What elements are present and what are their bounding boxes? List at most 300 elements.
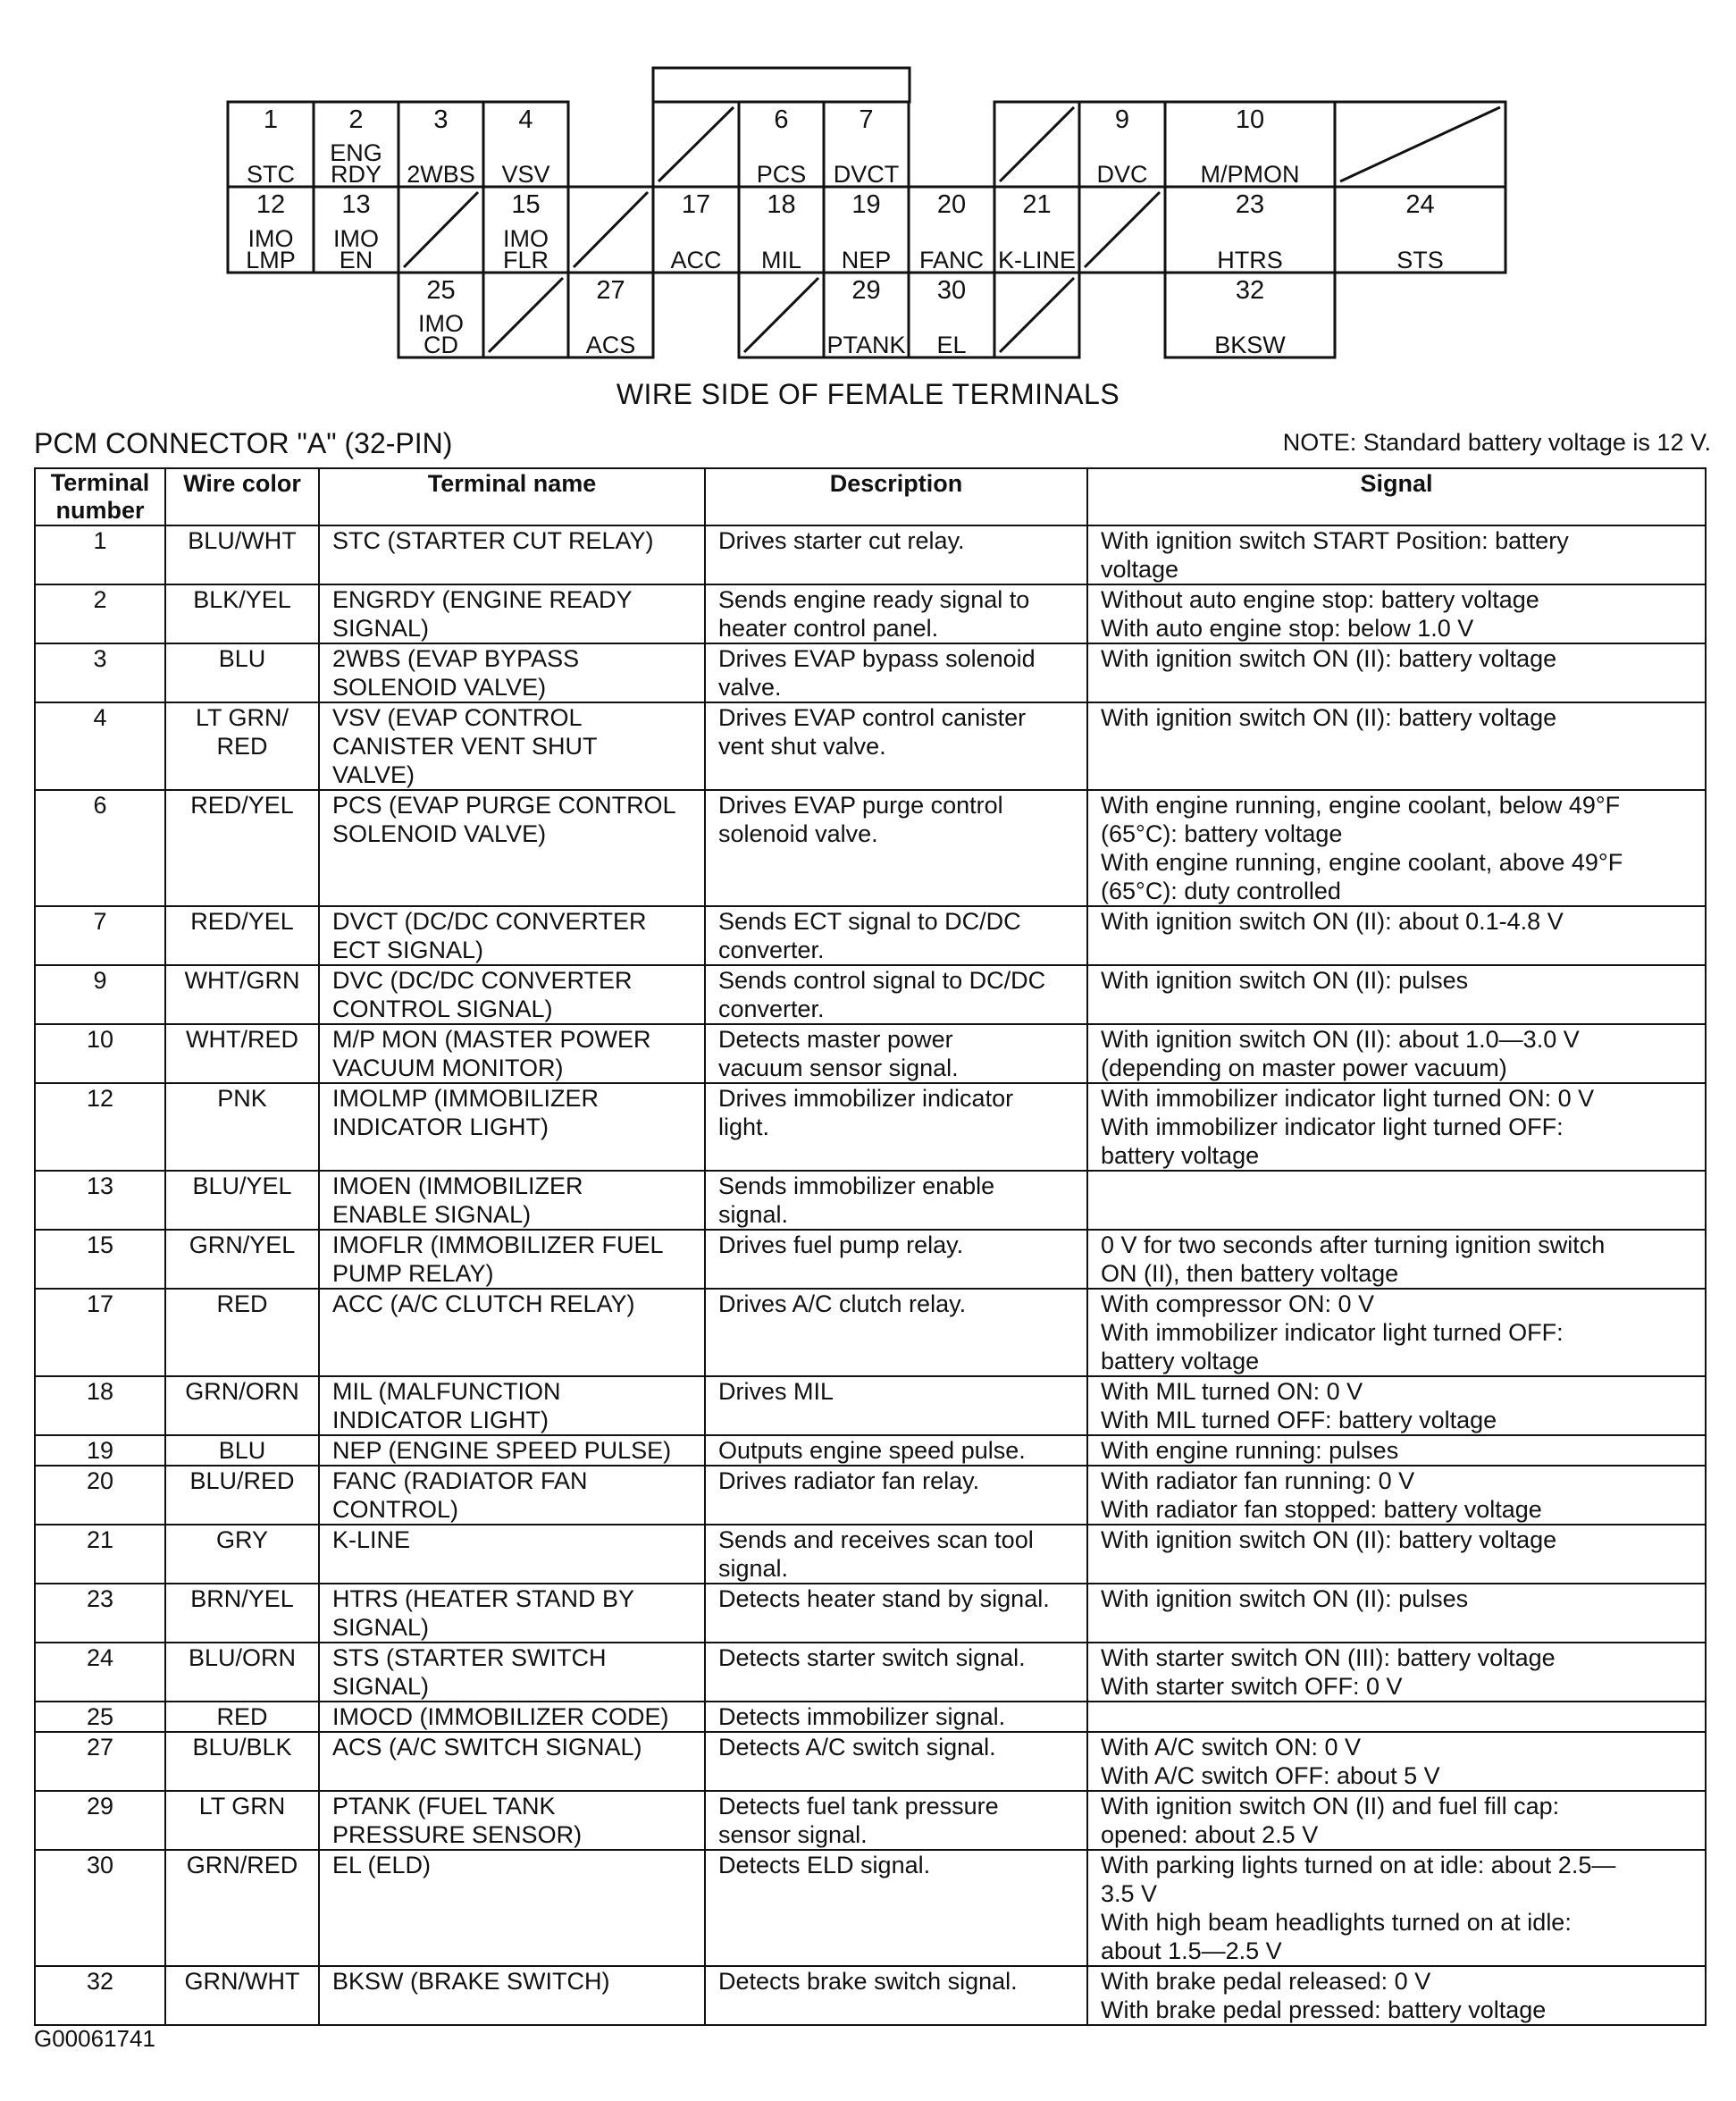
connector-diagram xyxy=(0,0,1736,366)
wire-color-line: RED/YEL xyxy=(190,792,294,819)
connector-key xyxy=(653,68,910,102)
description-line: Detects starter switch signal. xyxy=(718,1644,1026,1671)
terminal-name-line: M/P MON (MASTER POWER xyxy=(332,1026,651,1053)
terminal-name xyxy=(319,1850,705,1966)
signal xyxy=(1087,1966,1706,2025)
wire-color xyxy=(165,1376,319,1435)
terminal-number: 24 xyxy=(35,1643,165,1702)
signal-line: With compressor ON: 0 V xyxy=(1101,1290,1375,1317)
terminal-name xyxy=(319,1024,705,1083)
terminal-name-line: PCS (EVAP PURGE CONTROL xyxy=(332,792,676,819)
wire-color-line: LT GRN xyxy=(198,1793,286,1819)
wire-color-line: WHT/RED xyxy=(186,1026,298,1053)
description-line: converter. xyxy=(718,996,825,1022)
terminal-number: 21 xyxy=(35,1525,165,1584)
wire-color-line: GRN/YEL xyxy=(189,1231,296,1258)
table-row xyxy=(35,965,1706,1024)
signal xyxy=(1087,702,1706,790)
table-row xyxy=(35,1435,1706,1466)
terminal-number: 20 xyxy=(936,190,967,219)
description-line: Detects fuel tank pressure xyxy=(718,1793,999,1819)
wire-color xyxy=(165,1171,319,1230)
header-wire-color: Wire color xyxy=(165,468,319,525)
signal-line: Without auto engine stop: battery voltage xyxy=(1101,586,1539,613)
empty-cavity-slash xyxy=(1340,107,1500,181)
terminal-label: MIL xyxy=(760,247,802,273)
terminal-number: 29 xyxy=(35,1791,165,1850)
signal xyxy=(1087,1171,1706,1230)
wire-color xyxy=(165,1083,319,1171)
signal xyxy=(1087,906,1706,965)
header-terminal-name: Terminal name xyxy=(319,468,705,525)
wire-color xyxy=(165,1435,319,1466)
wire-color xyxy=(165,1024,319,1083)
terminal-number: 9 xyxy=(35,965,165,1024)
terminal-label: STC xyxy=(247,161,295,188)
signal xyxy=(1087,790,1706,906)
terminal-label: M/PMON xyxy=(1200,161,1300,188)
terminal-name-line: INDICATOR LIGHT) xyxy=(332,1407,549,1433)
signal-line: With radiator fan stopped: battery voltage xyxy=(1101,1496,1542,1523)
terminal-label: IMO xyxy=(418,310,464,337)
terminal-label: DVCT xyxy=(833,161,900,188)
wire-color xyxy=(165,1850,319,1966)
terminal-number: 13 xyxy=(341,190,371,219)
wire-color xyxy=(165,1230,319,1289)
table-row xyxy=(35,906,1706,965)
terminal-number: 10 xyxy=(1235,105,1265,134)
wire-color-line: BRN/YEL xyxy=(190,1585,294,1612)
terminal-label: HTRS xyxy=(1217,247,1283,273)
terminal-name xyxy=(319,1584,705,1643)
terminal-name-line: ENABLE SIGNAL) xyxy=(332,1201,532,1228)
description-line: Drives starter cut relay. xyxy=(718,527,965,554)
wire-color-line: BLU/BLK xyxy=(192,1734,292,1761)
description-line: Detects master power xyxy=(718,1026,953,1053)
description xyxy=(705,643,1087,702)
description xyxy=(705,906,1087,965)
description xyxy=(705,965,1087,1024)
terminal-name-line: NEP (ENGINE SPEED PULSE) xyxy=(332,1437,672,1464)
description-line: Detects heater stand by signal. xyxy=(718,1585,1050,1612)
wire-color xyxy=(165,1289,319,1376)
signal-line: With ignition switch ON (II): about 0.1-4.8 V xyxy=(1101,908,1564,935)
terminal-number: 25 xyxy=(426,276,456,305)
terminal-number: 15 xyxy=(35,1230,165,1289)
description-line: Drives immobilizer indicator xyxy=(718,1085,1014,1112)
table-row xyxy=(35,1171,1706,1230)
empty-cavity-slash xyxy=(1000,107,1074,181)
terminal-name-line: BKSW (BRAKE SWITCH) xyxy=(332,1968,610,1995)
wire-color xyxy=(165,1791,319,1850)
terminal-name-line: CONTROL) xyxy=(332,1496,458,1523)
terminal-number: 6 xyxy=(35,790,165,906)
terminal-name xyxy=(319,1525,705,1584)
terminal-number: 32 xyxy=(1235,276,1265,305)
terminal-label: FANC xyxy=(918,247,985,273)
description-line: converter. xyxy=(718,937,825,963)
terminal-number: 12 xyxy=(35,1083,165,1171)
description xyxy=(705,525,1087,584)
terminal-name xyxy=(319,525,705,584)
description-line: signal. xyxy=(718,1201,789,1228)
table-row xyxy=(35,643,1706,702)
signal-line: With immobilizer indicator light turned OFF: xyxy=(1101,1114,1564,1140)
table-row xyxy=(35,1289,1706,1376)
battery-voltage-note: NOTE: Standard battery voltage is 12 V. xyxy=(1282,429,1711,456)
terminal-name-line: PRESSURE SENSOR) xyxy=(332,1821,583,1848)
description xyxy=(705,1466,1087,1525)
terminal-name-line: PTANK (FUEL TANK xyxy=(332,1793,556,1819)
wire-color-line: BLK/YEL xyxy=(193,586,291,613)
signal-line: With brake pedal released: 0 V xyxy=(1101,1968,1431,1995)
table-row xyxy=(35,1732,1706,1791)
signal-line: With ignition switch ON (II): battery voltage xyxy=(1101,704,1557,731)
empty-cavity-slash xyxy=(574,192,648,267)
signal-line: (65°C): duty controlled xyxy=(1101,878,1341,904)
description-line: Detects brake switch signal. xyxy=(718,1968,1018,1995)
description xyxy=(705,1435,1087,1466)
terminal-name xyxy=(319,906,705,965)
signal xyxy=(1087,1289,1706,1376)
signal-line: battery voltage xyxy=(1101,1142,1260,1169)
description-line: Drives MIL xyxy=(718,1378,834,1405)
terminal-number: 20 xyxy=(35,1466,165,1525)
table-row xyxy=(35,702,1706,790)
description-line: signal. xyxy=(718,1555,789,1582)
signal-line: ON (II), then battery voltage xyxy=(1101,1260,1399,1287)
signal-line: With ignition switch ON (II): pulses xyxy=(1101,967,1469,994)
terminal-number: 25 xyxy=(35,1702,165,1732)
terminal-name xyxy=(319,1435,705,1466)
signal-line: opened: about 2.5 V xyxy=(1101,1821,1319,1848)
description xyxy=(705,1171,1087,1230)
terminal-label: PCS xyxy=(756,161,807,188)
terminal-label: IMO xyxy=(333,225,379,252)
terminal-name-line: SIGNAL) xyxy=(332,615,430,642)
connector-title: PCM CONNECTOR "A" (32-PIN) xyxy=(34,427,453,459)
signal-line: With auto engine stop: below 1.0 V xyxy=(1101,615,1474,642)
terminal-number: 15 xyxy=(511,190,541,219)
terminal-name xyxy=(319,1791,705,1850)
wire-color-line: BLU/WHT xyxy=(188,527,297,554)
description xyxy=(705,1791,1087,1850)
signal-line: With brake pedal pressed: battery voltage xyxy=(1101,1996,1547,2023)
table-row xyxy=(35,1850,1706,1966)
signal-line: With immobilizer indicator light turned OFF: xyxy=(1101,1319,1564,1346)
wire-color-line: BLU/YEL xyxy=(192,1172,292,1199)
table-row xyxy=(35,1083,1706,1171)
terminal-name-line: IMOFLR (IMMOBILIZER FUEL xyxy=(332,1231,664,1258)
description-line: sensor signal. xyxy=(718,1821,868,1848)
terminal-name-line: VACUUM MONITOR) xyxy=(332,1055,564,1081)
terminal-name-line: 2WBS (EVAP BYPASS xyxy=(332,645,580,672)
description-line: Drives EVAP purge control xyxy=(718,792,1003,819)
description-line: Sends ECT signal to DC/DC xyxy=(718,908,1021,935)
signal xyxy=(1087,1466,1706,1525)
signal-line: 3.5 V xyxy=(1101,1880,1158,1907)
table-row xyxy=(35,1024,1706,1083)
terminal-number: 1 xyxy=(35,525,165,584)
terminal-label: NEP xyxy=(841,247,892,273)
table-row xyxy=(35,1702,1706,1732)
terminal-name-line: HTRS (HEATER STAND BY xyxy=(332,1585,635,1612)
signal xyxy=(1087,1584,1706,1643)
terminal-name-line: ACC (A/C CLUTCH RELAY) xyxy=(332,1290,635,1317)
signal-line: With parking lights turned on at idle: about 2.5— xyxy=(1101,1852,1616,1878)
terminal-number: 18 xyxy=(35,1376,165,1435)
terminal-name xyxy=(319,1376,705,1435)
wire-color-line: GRN/RED xyxy=(186,1852,298,1878)
signal-line: With MIL turned OFF: battery voltage xyxy=(1101,1407,1497,1433)
description xyxy=(705,1083,1087,1171)
terminal-name xyxy=(319,1732,705,1791)
signal xyxy=(1087,1435,1706,1466)
terminal-name xyxy=(319,965,705,1024)
description-line: Drives EVAP bypass solenoid xyxy=(718,645,1036,672)
signal-line: battery voltage xyxy=(1101,1348,1260,1374)
signal xyxy=(1087,1643,1706,1702)
signal xyxy=(1087,1791,1706,1850)
wire-color-line: BLU/ORN xyxy=(188,1644,297,1671)
wire-color xyxy=(165,1525,319,1584)
terminal-number: 1 xyxy=(263,105,279,134)
terminal-number: 24 xyxy=(1405,190,1435,219)
signal-line: With radiator fan running: 0 V xyxy=(1101,1467,1415,1494)
wire-color-line: BLU/RED xyxy=(189,1467,295,1494)
wire-color xyxy=(165,1466,319,1525)
signal xyxy=(1087,643,1706,702)
terminal-name-line: MIL (MALFUNCTION xyxy=(332,1378,561,1405)
terminal-number: 17 xyxy=(681,190,711,219)
table-row xyxy=(35,584,1706,643)
terminal-name-line: VSV (EVAP CONTROL xyxy=(332,704,583,731)
terminal-label: BKSW xyxy=(1214,332,1286,358)
terminal-name-line: DVC (DC/DC CONVERTER xyxy=(332,967,633,994)
description xyxy=(705,1850,1087,1966)
signal xyxy=(1087,1525,1706,1584)
terminal-name xyxy=(319,1702,705,1732)
signal xyxy=(1087,965,1706,1024)
terminal-number: 21 xyxy=(1022,190,1052,219)
terminal-label: VSV xyxy=(501,161,550,188)
terminal-name-line: FANC (RADIATOR FAN xyxy=(332,1467,588,1494)
terminal-name-line: DVCT (DC/DC CONVERTER xyxy=(332,908,647,935)
wire-color xyxy=(165,906,319,965)
signal xyxy=(1087,1702,1706,1732)
signal xyxy=(1087,584,1706,643)
terminal-name-line: CANISTER VENT SHUT xyxy=(332,733,598,760)
signal-line: With engine running: pulses xyxy=(1101,1437,1399,1464)
table-row xyxy=(35,1230,1706,1289)
terminal-name xyxy=(319,1643,705,1702)
terminal-name xyxy=(319,790,705,906)
signal xyxy=(1087,1376,1706,1435)
wire-color xyxy=(165,1732,319,1791)
terminal-label: FLR xyxy=(502,247,549,273)
terminal-name-line: IMOCD (IMMOBILIZER CODE) xyxy=(332,1703,669,1730)
terminal-number: 7 xyxy=(35,906,165,965)
empty-cavity-slash xyxy=(404,192,478,267)
terminal-number: 10 xyxy=(35,1024,165,1083)
description-line: heater control panel. xyxy=(718,615,939,642)
table-row xyxy=(35,790,1706,906)
signal xyxy=(1087,1850,1706,1966)
terminal-number: 23 xyxy=(1235,190,1265,219)
terminal-label: ACC xyxy=(670,247,722,273)
signal-line: about 1.5—2.5 V xyxy=(1101,1937,1282,1964)
description xyxy=(705,702,1087,790)
description xyxy=(705,1376,1087,1435)
terminal-label: 2WBS xyxy=(407,161,475,188)
terminal-number: 2 xyxy=(348,105,364,134)
signal-line: With ignition switch ON (II): about 1.0—3.0 V xyxy=(1101,1026,1580,1053)
header-signal: Signal xyxy=(1087,468,1706,525)
terminal-name-line: SOLENOID VALVE) xyxy=(332,820,547,847)
wire-color-line: WHT/GRN xyxy=(184,967,300,994)
description-line: solenoid valve. xyxy=(718,820,878,847)
terminal-label: ACS xyxy=(585,332,636,358)
description xyxy=(705,1230,1087,1289)
table-row xyxy=(35,1643,1706,1702)
description-line: Sends control signal to DC/DC xyxy=(718,967,1046,994)
table-row xyxy=(35,1584,1706,1643)
table-row xyxy=(35,1966,1706,2025)
wire-color xyxy=(165,790,319,906)
description-line: Outputs engine speed pulse. xyxy=(718,1437,1026,1464)
terminal-name-line: SIGNAL) xyxy=(332,1673,430,1700)
description-line: vent shut valve. xyxy=(718,733,886,760)
terminal-number: 17 xyxy=(35,1289,165,1376)
empty-cavity-slash xyxy=(658,107,734,181)
signal-line: (65°C): battery voltage xyxy=(1101,820,1343,847)
terminal-name xyxy=(319,1230,705,1289)
terminal-name-line: PUMP RELAY) xyxy=(332,1260,494,1287)
description-line: Drives radiator fan relay. xyxy=(718,1467,980,1494)
terminal-name-line: SIGNAL) xyxy=(332,1614,430,1641)
terminal-label: ENG xyxy=(330,139,382,166)
description-line: Sends engine ready signal to xyxy=(718,586,1030,613)
description-line: light. xyxy=(718,1114,770,1140)
terminal-label: STS xyxy=(1396,247,1444,273)
signal-line: 0 V for two seconds after turning ignition switch xyxy=(1101,1231,1606,1258)
wire-color-line: RED/YEL xyxy=(190,908,294,935)
terminal-number: 4 xyxy=(35,702,165,790)
terminal-number: 29 xyxy=(851,276,881,305)
terminal-number: 3 xyxy=(433,105,449,134)
terminal-name-line: VALVE) xyxy=(332,761,415,788)
signal-line: With ignition switch ON (II) and fuel fill cap: xyxy=(1101,1793,1560,1819)
terminal-name-line: INDICATOR LIGHT) xyxy=(332,1114,549,1140)
wire-color xyxy=(165,584,319,643)
header-terminal-number: Terminal number xyxy=(35,468,165,525)
wire-color xyxy=(165,643,319,702)
empty-cavity-slash xyxy=(744,278,818,352)
terminal-number: 30 xyxy=(936,276,967,305)
table-row xyxy=(35,525,1706,584)
signal-line: With MIL turned ON: 0 V xyxy=(1101,1378,1363,1405)
terminal-number: 12 xyxy=(256,190,286,219)
terminal-number: 27 xyxy=(35,1732,165,1791)
signal xyxy=(1087,525,1706,584)
wire-color-line: BLU xyxy=(218,1437,266,1464)
signal-line: With A/C switch ON: 0 V xyxy=(1101,1734,1362,1761)
terminal-number: 7 xyxy=(859,105,874,134)
signal-line: With ignition switch ON (II): pulses xyxy=(1101,1585,1469,1612)
wire-color xyxy=(165,525,319,584)
signal-line: With starter switch ON (III): battery voltage xyxy=(1101,1644,1556,1671)
wire-color-line: GRN/ORN xyxy=(185,1378,299,1405)
terminal-number: 6 xyxy=(774,105,789,134)
terminal-name-line: ACS (A/C SWITCH SIGNAL) xyxy=(332,1734,642,1761)
table-row xyxy=(35,1376,1706,1435)
signal xyxy=(1087,1230,1706,1289)
terminal-number: 19 xyxy=(851,190,881,219)
terminal-name xyxy=(319,1083,705,1171)
wire-color xyxy=(165,1643,319,1702)
empty-cavity-slash xyxy=(489,278,563,352)
terminal-label: EL xyxy=(936,332,967,358)
terminal-label: EN xyxy=(339,247,373,273)
description xyxy=(705,790,1087,906)
wire-color-line: BLU xyxy=(218,645,266,672)
description xyxy=(705,1525,1087,1584)
terminal-name-line: IMOLMP (IMMOBILIZER xyxy=(332,1085,600,1112)
terminal-name-line: CONTROL SIGNAL) xyxy=(332,996,553,1022)
wire-color-line: LT GRN/ xyxy=(195,704,289,731)
table-row xyxy=(35,1466,1706,1525)
terminal-name xyxy=(319,1289,705,1376)
wire-color xyxy=(165,1966,319,2025)
terminal-name xyxy=(319,1966,705,2025)
description-line: Drives EVAP control canister xyxy=(718,704,1027,731)
terminal-table xyxy=(34,467,1707,2026)
description xyxy=(705,1643,1087,1702)
table-row xyxy=(35,1525,1706,1584)
empty-cavity-slash xyxy=(1085,192,1160,267)
wire-color xyxy=(165,1702,319,1732)
terminal-label: K-LINE xyxy=(997,247,1077,273)
description-line: Detects ELD signal. xyxy=(718,1852,931,1878)
terminal-number: 9 xyxy=(1114,105,1130,134)
wire-color xyxy=(165,965,319,1024)
description-line: Sends immobilizer enable xyxy=(718,1172,995,1199)
terminal-label: IMO xyxy=(503,225,549,252)
terminal-name-line: STC (STARTER CUT RELAY) xyxy=(332,527,654,554)
wire-color-line: GRN/WHT xyxy=(184,1968,300,1995)
wire-color-line: RED xyxy=(216,733,268,760)
description-line: valve. xyxy=(718,674,782,701)
terminal-number: 13 xyxy=(35,1171,165,1230)
signal-line: With engine running, engine coolant, below 49°F xyxy=(1101,792,1621,819)
signal xyxy=(1087,1083,1706,1171)
terminal-label: DVC xyxy=(1096,161,1148,188)
empty-cavity-slash xyxy=(1000,278,1074,352)
terminal-name xyxy=(319,702,705,790)
terminal-label: CD xyxy=(424,332,458,358)
header-description: Description xyxy=(705,468,1087,525)
terminal-number: 30 xyxy=(35,1850,165,1966)
signal xyxy=(1087,1732,1706,1791)
signal-line: With ignition switch START Position: battery xyxy=(1101,527,1569,554)
signal-line: With A/C switch OFF: about 5 V xyxy=(1101,1762,1440,1789)
wire-color-line: RED xyxy=(216,1703,268,1730)
signal-line: With high beam headlights turned on at idle: xyxy=(1101,1909,1572,1936)
terminal-number: 3 xyxy=(35,643,165,702)
signal-line: With ignition switch ON (II): battery voltage xyxy=(1101,645,1557,672)
table-row xyxy=(35,1791,1706,1850)
terminal-label: LMP xyxy=(246,247,296,273)
